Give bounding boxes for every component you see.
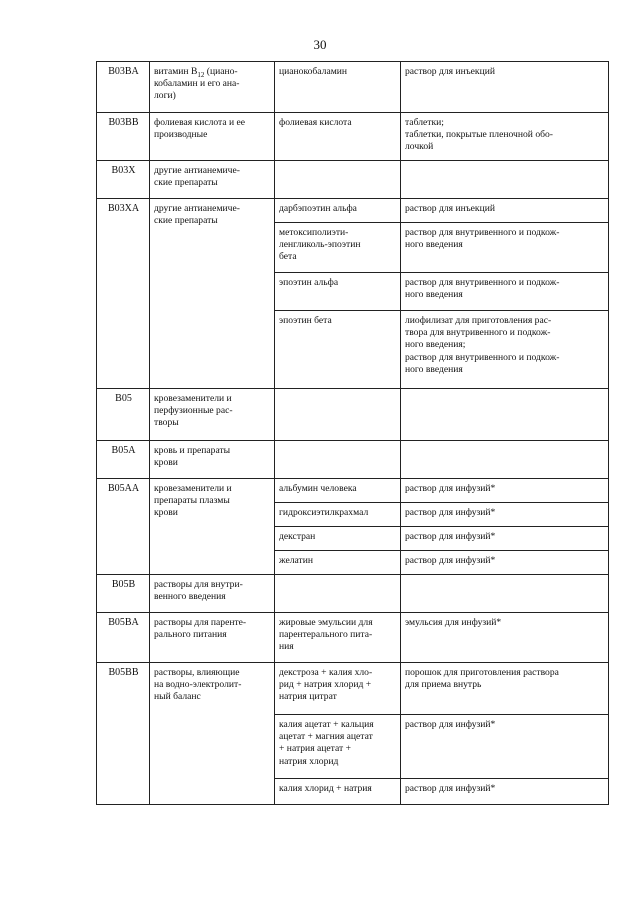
table-row [97, 663, 609, 715]
dosage-form: раствор для внутривенного и подкож- ного введения [401, 273, 609, 311]
atc-group: кровь и препараты крови [150, 441, 275, 479]
inn-name: альбумин человека [275, 479, 401, 503]
dosage-form [401, 389, 609, 441]
dosage-form: раствор для инфузий* [401, 779, 609, 805]
table-row [97, 575, 609, 613]
atc-code: B05A [97, 441, 150, 479]
dosage-form: раствор для инъекций [401, 62, 609, 113]
table-row [97, 389, 609, 441]
dosage-form [401, 441, 609, 479]
atc-group: растворы, влияющие на водно-электролит- ный баланс [150, 663, 275, 805]
inn-name: эпоэтин бета [275, 311, 401, 389]
dosage-form: лиофилизат для приготовления рас- твора для внутривенного и подкож- ного введения; раствор для внутривенного и подкож- ного введения [401, 311, 609, 389]
dosage-form: раствор для инъекций [401, 199, 609, 223]
table-row [97, 62, 609, 113]
inn-name: цианокобаламин [275, 62, 401, 113]
atc-group: фолиевая кислота и ее производные [150, 113, 275, 161]
atc-group: кровезаменители и перфузионные рас- творы [150, 389, 275, 441]
inn-name: фолиевая кислота [275, 113, 401, 161]
atc-code: B03BB [97, 113, 150, 161]
dosage-form: раствор для внутривенного и подкож- ного введения [401, 223, 609, 273]
dosage-form: раствор для инфузий* [401, 715, 609, 779]
inn-name: жировые эмульсии для парентерального пита- ния [275, 613, 401, 663]
dosage-form: раствор для инфузий* [401, 479, 609, 503]
atc-code: B05BA [97, 613, 150, 663]
inn-name [275, 389, 401, 441]
dosage-form: раствор для инфузий* [401, 503, 609, 527]
dosage-form [401, 575, 609, 613]
inn-name: калия ацетат + кальция ацетат + магния ацетат + натрия ацетат + натрия хлорид [275, 715, 401, 779]
inn-name [275, 161, 401, 199]
dosage-form: таблетки; таблетки, покрытые пленочной обо- лочкой [401, 113, 609, 161]
page-number: 30 [313, 37, 327, 52]
inn-name [275, 575, 401, 613]
dosage-form: раствор для инфузий* [401, 527, 609, 551]
table-row [97, 161, 609, 199]
table-row [97, 441, 609, 479]
drug-table [96, 61, 609, 805]
table-row [97, 113, 609, 161]
atc-group: кровезаменители и препараты плазмы крови [150, 479, 275, 575]
atc-code: B03BA [97, 62, 150, 113]
dosage-form: раствор для инфузий* [401, 551, 609, 575]
table-row [97, 613, 609, 663]
atc-group: другие антианемиче- ские препараты [150, 161, 275, 199]
table-row [97, 479, 609, 503]
atc-code: B05BB [97, 663, 150, 805]
atc-group: другие антианемиче- ские препараты [150, 199, 275, 389]
inn-name: метоксиполиэти- ленгликоль-эпоэтин бета [275, 223, 401, 273]
inn-name: декстран [275, 527, 401, 551]
table-row [97, 199, 609, 223]
inn-name: дарбэпоэтин альфа [275, 199, 401, 223]
atc-code: B03X [97, 161, 150, 199]
inn-name: эпоэтин альфа [275, 273, 401, 311]
dosage-form [401, 161, 609, 199]
inn-name: декстроза + калия хло- рид + натрия хлорид + натрия цитрат [275, 663, 401, 715]
atc-group: витамин $B_{12}$ (циано- кобаламин и его ана- логи) [150, 62, 275, 113]
dosage-form: порошок для приготовления раствора для приема внутрь [401, 663, 609, 715]
inn-name: гидроксиэтилкрахмал [275, 503, 401, 527]
atc-group: растворы для внутри- венного введения [150, 575, 275, 613]
atc-code: B05AA [97, 479, 150, 575]
atc-code: B05 [97, 389, 150, 441]
atc-group: растворы для паренте- рального питания [150, 613, 275, 663]
atc-code: B05B [97, 575, 150, 613]
inn-name [275, 441, 401, 479]
inn-name: желатин [275, 551, 401, 575]
inn-name: калия хлорид + натрия [275, 779, 401, 805]
atc-code: B03XA [97, 199, 150, 389]
dosage-form: эмульсия для инфузий* [401, 613, 609, 663]
